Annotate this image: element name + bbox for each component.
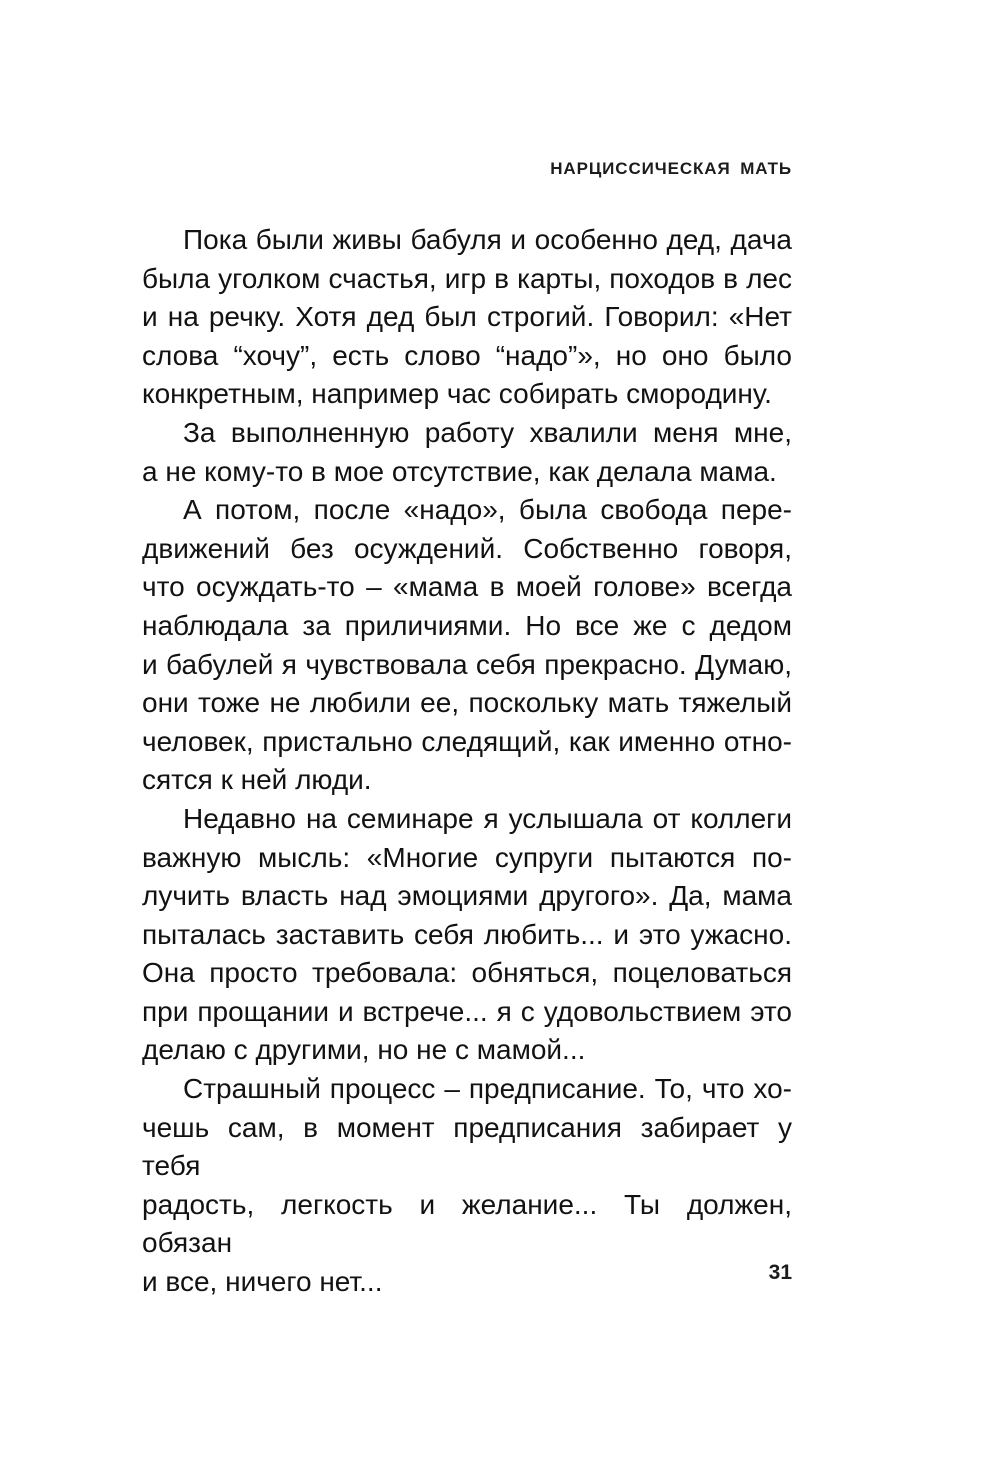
text-line: лучить власть над эмоциями другого». Да, мама	[142, 880, 792, 912]
text-line: конкретным, например час собирать смородину.	[142, 378, 772, 410]
page-number: 31	[768, 1261, 792, 1284]
text-line: и все, ничего нет...	[142, 1266, 383, 1298]
running-header: НАРЦИССИЧЕСКАЯ МАТЬ	[550, 159, 792, 178]
text-line: наблюдала за приличиями. Но все же с дедом	[142, 609, 792, 641]
paragraph	[142, 221, 792, 414]
text-line: Пока были живы бабуля и особенно дед, дача	[183, 224, 792, 255]
text-line: радость, легкость и желание... Ты должен, обязан	[142, 1188, 792, 1259]
text-line: а не кому-то в мое отсутствие, как делала мама.	[142, 455, 777, 487]
paragraph	[142, 800, 792, 1070]
text-line: и на речку. Хотя дед был строгий. Говорил: «Нет	[142, 301, 792, 333]
text-line: Она просто требовала: обняться, поцеловаться	[142, 957, 792, 989]
text-line: они тоже не любили ее, поскольку мать тяжелый	[142, 687, 792, 719]
text-line: чешь сам, в момент предписания забирает у тебя	[142, 1111, 792, 1182]
text-line: пыталась заставить себя любить... и это ужасно.	[142, 918, 792, 950]
text-line: слова “хочу”, есть слово “надо”», но оно было	[142, 339, 792, 371]
text-line: что осуждать-то – «мама в моей голове» всегда	[142, 571, 792, 603]
text-line: Недавно на семинаре я услышала от коллеги	[183, 802, 792, 834]
text-line: делаю с другими, но не с мамой...	[142, 1034, 586, 1066]
text-line: движений без осуждений. Собственно говоря,	[142, 532, 792, 564]
text-line: важную мысль: «Многие супруги пытаются по-	[142, 841, 792, 873]
text-line: человек, пристально следящий, как именно отно-	[142, 725, 792, 757]
text-line: А потом, после «надо», была свобода пере-	[183, 494, 792, 526]
text-line: была уголком счастья, игр в карты, походов в лес	[142, 262, 792, 294]
text-line: Страшный процесс – предписание. То, что хо-	[183, 1073, 792, 1105]
text-line: при прощании и встрече... я с удовольствием это	[142, 995, 792, 1027]
body-text	[142, 221, 792, 1302]
text-line: и бабулей я чувствовала себя прекрасно. Думаю,	[142, 648, 792, 680]
text-line: сятся к ней люди.	[142, 764, 372, 796]
text-line: За выполненную работу хвалили меня мне,	[183, 416, 792, 448]
paragraph	[142, 414, 792, 491]
paragraph	[142, 491, 792, 800]
